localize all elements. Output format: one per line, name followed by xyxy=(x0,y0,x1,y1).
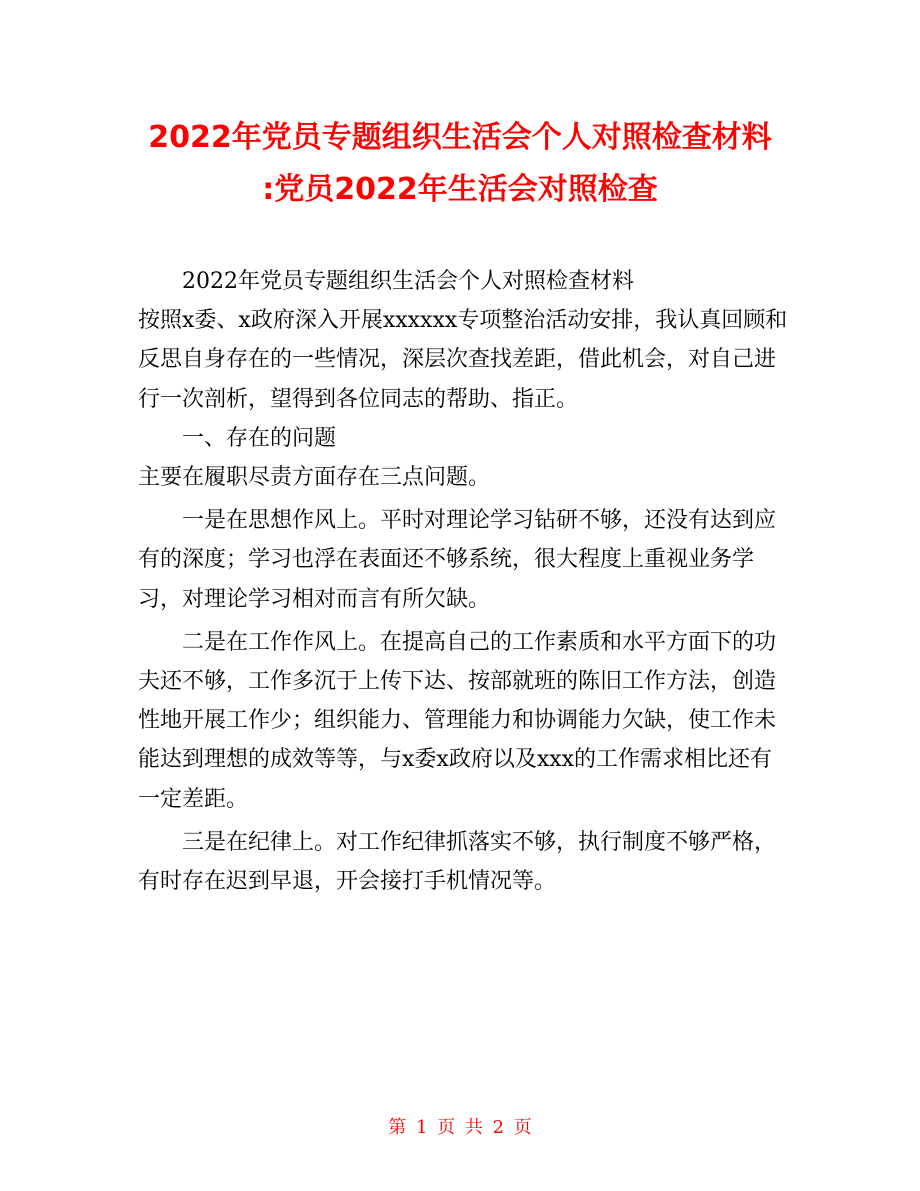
page-title xyxy=(110,112,810,216)
paragraph-point-3: 三是在纪律上。对工作纪律抓落实不够，执行制度不够严格，有时存在迟到早退，开会接打手机情况等。 xyxy=(138,829,777,895)
paragraph-subtitle: 2022年党员专题组织生活会个人对照检查材料 xyxy=(182,269,634,294)
document-body xyxy=(138,262,788,901)
paragraph-intro: 按照x委、x政府深入开展xxxxxx专项整治活动安排，我认真回顾和反思自身存在的一些情况，深层次查找差距，借此机会，对自己进行一次剖析，望得到各位同志的帮助、指正。 xyxy=(138,308,788,412)
section-heading: 一、存在的问题 xyxy=(182,425,337,451)
paragraph-point-1: 一是在思想作风上。平时对理论学习钻研不够，还没有达到应有的深度；学习也浮在表面还不够系统，很大程度上重视业务学习，对理论学习相对而言有所欠缺。 xyxy=(138,508,777,612)
paragraph-summary: 主要在履职尽责方面存在三点问题。 xyxy=(138,465,491,491)
paragraph-point-2: 二是在工作作风上。在提高自己的工作素质和水平方面下的功夫还不够，工作多沉于上传下达、按部就班的陈旧工作方法，创造性地开展工作少；组织能力、管理能力和协调能力欠缺，使工作未能达到理想的成效等等，与x委x政府以及xxx的工作需求相比还有一定差距。 xyxy=(138,629,777,812)
title-line-1: 2022年党员专题组织生活会个人对照检查材料 xyxy=(148,120,772,155)
page-number-footer: 第 1 页 共 2 页 xyxy=(388,1117,532,1138)
title-line-2: :党员2022年生活会对照检查 xyxy=(262,172,658,207)
